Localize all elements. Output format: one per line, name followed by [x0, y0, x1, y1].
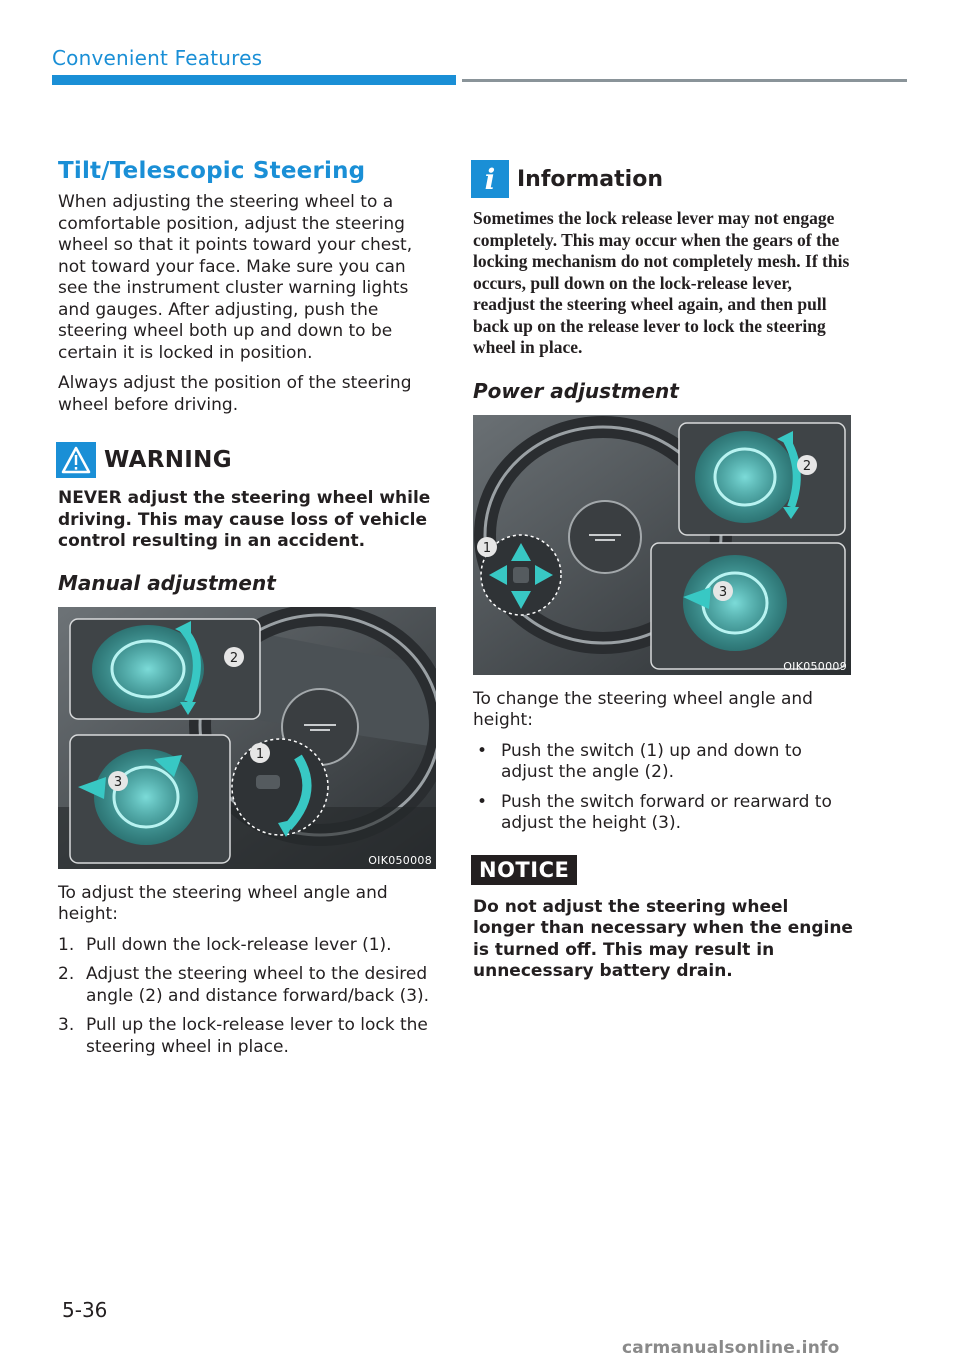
page-number: 5-36 [62, 1298, 108, 1322]
section-title: Convenient Features [52, 46, 263, 70]
svg-text:3: 3 [113, 774, 123, 790]
list-item: 2. Adjust the steering wheel to the desired angle (2) and distance forward/back (3). [58, 964, 430, 1006]
manual-steps-list [58, 935, 438, 1059]
left-column [58, 158, 438, 1066]
information-text: Sometimes the lock release lever may not engage completely. This may occur when the gears of the locking mechanism do not completely mesh. If this occurs, pull down on the lock-release lever, readjust the steering wheel again, and then pull back up on the release lever to lock the steering wheel in place. [473, 208, 850, 357]
callout-3 [108, 771, 128, 791]
list-item: • Push the switch (1) up and down to adjust the angle (2). [477, 740, 802, 782]
information-icon: i [471, 160, 509, 198]
power-adjustment-heading: Power adjustment [473, 378, 679, 403]
power-intro: To change the steering wheel angle and height: [473, 688, 813, 730]
manual-adjustment-heading: Manual adjustment [58, 570, 276, 595]
notice-tag: NOTICE [471, 855, 577, 885]
intro-paragraph: When adjusting the steering wheel to a comfortable position, adjust the steering wheel so that it points toward your chest, not toward your face. Make sure you can see the instrument cluster warning lights and gauges. After adjusting, push the steering wheel both up and down to be certain it is locked in position. [58, 192, 413, 363]
header-rule [462, 79, 907, 82]
warning-icon [56, 442, 96, 478]
svg-text:2: 2 [229, 650, 239, 666]
power-adjustment-figure [473, 415, 851, 675]
callout-1 [477, 537, 497, 557]
power-bullets-list [473, 741, 853, 835]
svg-text:3: 3 [718, 584, 728, 600]
notice-text: Do not adjust the steering wheel longer than necessary when the engine is turned off. This may result in unnecessary battery drain. [473, 896, 853, 981]
warning-title: WARNING [104, 447, 232, 473]
svg-text:1: 1 [482, 540, 492, 556]
callout-2 [797, 455, 817, 475]
callout-1 [250, 743, 270, 763]
section-heading: Tilt/Telescopic Steering [58, 158, 366, 184]
watermark: carmanualsonline.info [622, 1338, 840, 1358]
manual-intro: To adjust the steering wheel angle and height: [58, 882, 388, 924]
warning-header [56, 442, 438, 478]
figure-code: OIK050008 [368, 853, 432, 867]
callout-2 [224, 647, 244, 667]
list-item: • Push the switch forward or rearward to adjust the height (3). [477, 791, 832, 833]
warning-text: NEVER adjust the steering wheel while driving. This may cause loss of vehicle control resulting in an accident. [58, 488, 431, 551]
information-title: Information [517, 166, 663, 192]
figure-code: OIK050009 [783, 659, 847, 673]
information-header [471, 160, 853, 198]
list-item: 1. Pull down the lock-release lever (1). [58, 934, 392, 955]
driving-paragraph: Always adjust the position of the steering wheel before driving. [58, 373, 412, 415]
svg-text:2: 2 [802, 458, 812, 474]
list-item: 3. Pull up the lock-release lever to lock the steering wheel in place. [58, 1015, 428, 1057]
callout-3 [713, 581, 733, 601]
svg-text:1: 1 [255, 746, 265, 762]
manual-adjustment-figure [58, 607, 436, 869]
right-column [473, 160, 853, 983]
header-accent-bar [52, 75, 456, 85]
